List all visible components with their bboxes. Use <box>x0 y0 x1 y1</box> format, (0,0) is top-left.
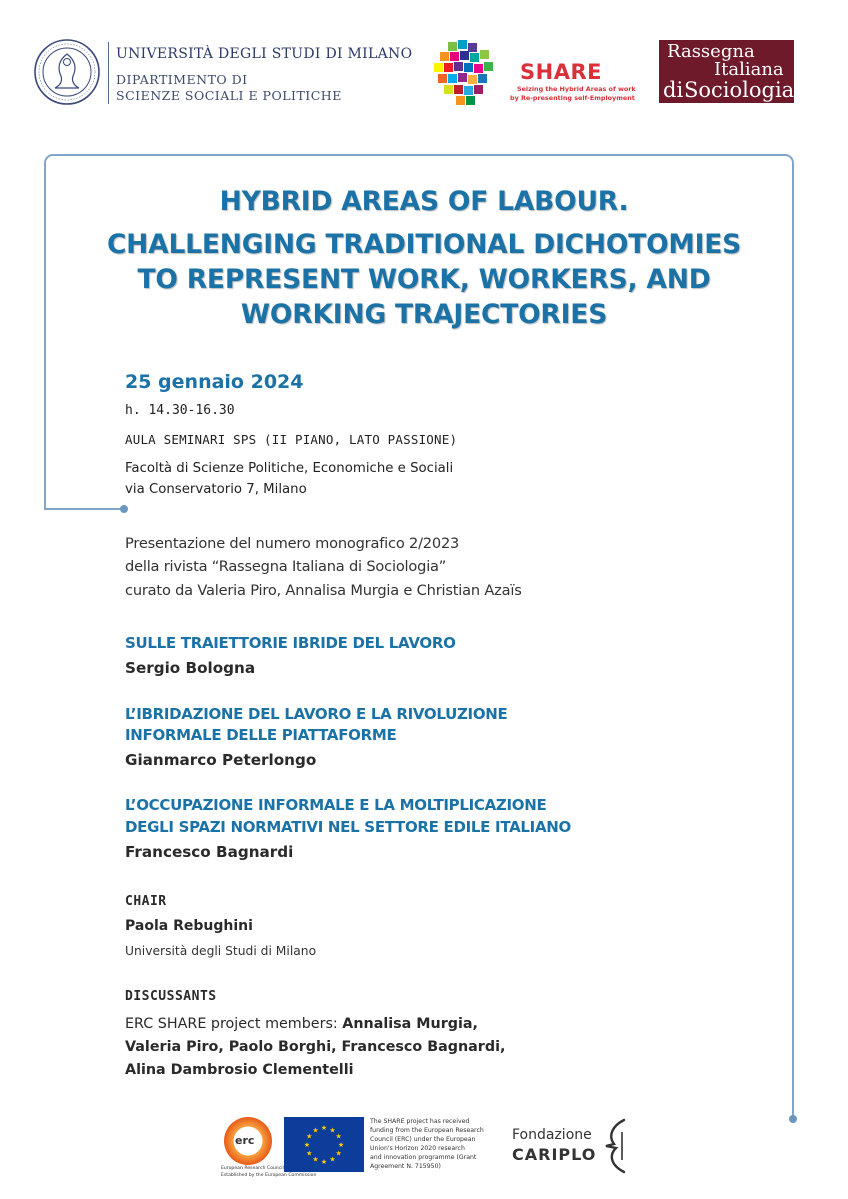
svg-text:★: ★ <box>337 1141 345 1149</box>
journal-logo <box>659 40 794 103</box>
presentation-line-3: curato da Valeria Piro, Annalisa Murgia e Christian Azaïs <box>125 582 522 599</box>
presentation-line-2: della rivista “Rassegna Italiana di Sociologia” <box>125 558 447 575</box>
cariplo-logo-line-1: Fondazione <box>512 1127 592 1143</box>
discussants-label: DISCUSSANTS <box>125 989 217 1004</box>
erc-logo-text: erc <box>235 1134 255 1147</box>
svg-text:★: ★ <box>329 1155 336 1164</box>
share-logo-text: SHARE <box>520 60 602 84</box>
erc-caption-1: European Research Council <box>221 1166 284 1171</box>
talk-2-title-line-1: L’IBRIDAZIONE DEL LAVORO E LA RIVOLUZIONE <box>125 705 508 723</box>
department-line-1: DIPARTIMENTO DI <box>116 72 248 87</box>
svg-text:★: ★ <box>320 1158 328 1166</box>
svg-text:★: ★ <box>312 1126 319 1135</box>
journal-logo-line-2: Italiana <box>714 59 784 80</box>
discussants-line-2 <box>125 1039 505 1055</box>
discussants-line-1 <box>125 1016 478 1032</box>
grant-line-4: Union's Horizon 2020 research <box>370 1145 465 1152</box>
department-line-2: SCIENZE SOCIALI E POLITICHE <box>116 88 342 103</box>
talk-2-speaker: Gianmarco Peterlongo <box>125 751 317 769</box>
discussants-names-1: Annalisa Murgia, <box>342 1016 478 1032</box>
frame-dot-left <box>120 505 128 513</box>
svg-text:★: ★ <box>335 1149 342 1158</box>
share-tagline-1: Seizing the Hybrid Areas of work <box>517 85 636 93</box>
talk-1-title: SULLE TRAIETTORIE IBRIDE DEL LAVORO <box>125 634 456 652</box>
share-tagline-2: by Re-presenting self-Employment <box>510 94 635 102</box>
frame-dot-right <box>789 1115 797 1123</box>
journal-logo-di: di <box>663 78 684 102</box>
event-date: 25 gennaio 2024 <box>125 371 304 393</box>
university-name: UNIVERSITÀ DEGLI STUDI DI MILANO <box>116 46 413 62</box>
talk-3-title-line-2: DEGLI SPAZI NORMATIVI NEL SETTORE EDILE ITALIANO <box>125 818 571 836</box>
cariplo-mark-icon <box>602 1118 632 1174</box>
event-room: AULA SEMINARI SPS (II PIANO, LATO PASSIONE) <box>125 432 458 447</box>
discussants-names-3: Alina Dambrosio Clementelli <box>125 1062 354 1078</box>
discussants-names-2: Valeria Piro, Paolo Borghi, Francesco Bagnardi, <box>125 1039 506 1055</box>
talk-2-title-line-2: INFORMALE DELLE PIATTAFORME <box>125 726 397 744</box>
talk-3-speaker: Francesco Bagnardi <box>125 843 294 861</box>
grant-line-3: Council (ERC) under the European <box>370 1136 476 1143</box>
svg-text:★: ★ <box>306 1132 313 1141</box>
journal-logo-line-3: Sociologia <box>684 78 795 102</box>
presentation-line-1: Presentazione del numero monografico 2/2023 <box>125 535 460 552</box>
chair-name: Paola Rebughini <box>125 918 253 934</box>
svg-text:★: ★ <box>303 1141 311 1149</box>
title-line-3: TO REPRESENT WORK, WORKERS, AND <box>137 264 711 295</box>
share-mosaic-logo <box>426 38 504 108</box>
grant-line-1: The SHARE project has received <box>370 1118 470 1125</box>
journal-logo-line-1: Rassegna <box>667 41 755 62</box>
talk-3-title-line-1: L’OCCUPAZIONE INFORMALE E LA MOLTIPLICAZIONE <box>125 796 547 814</box>
title-line-2: CHALLENGING TRADITIONAL DICHOTOMIES <box>106 229 742 260</box>
event-faculty: Facoltà di Scienze Politiche, Economiche e Sociali <box>125 461 454 476</box>
svg-text:★: ★ <box>320 1124 328 1132</box>
svg-text:★: ★ <box>329 1126 336 1135</box>
svg-text:★: ★ <box>312 1155 319 1164</box>
grant-line-5: and innovation programme (Grant <box>370 1154 477 1161</box>
title-line-1: HYBRID AREAS OF LABOUR. <box>219 186 629 217</box>
event-address: via Conservatorio 7, Milano <box>125 482 307 497</box>
cariplo-logo-line-2: CARIPLO <box>512 1145 597 1164</box>
discussants-line-3 <box>125 1062 354 1078</box>
grant-line-6: Agreement N. 715950) <box>370 1163 441 1170</box>
university-seal-logo <box>33 38 101 106</box>
title-line-4: WORKING TRAJECTORIES <box>240 299 608 330</box>
svg-text:★: ★ <box>335 1132 342 1141</box>
svg-text:★: ★ <box>306 1149 313 1158</box>
erc-caption-2: Established by the European Commission <box>221 1173 317 1178</box>
frame-bottom-line <box>44 508 122 510</box>
frame-right-line <box>792 505 794 1117</box>
header-divider <box>108 42 109 104</box>
eu-flag-icon <box>284 1117 364 1172</box>
chair-label: CHAIR <box>125 894 167 909</box>
discussants-intro: ERC SHARE project members: <box>125 1016 343 1032</box>
event-time: h. 14.30-16.30 <box>125 403 235 418</box>
talk-1-speaker: Sergio Bologna <box>125 659 256 677</box>
chair-affiliation: Università degli Studi di Milano <box>125 944 317 958</box>
grant-line-2: funding from the European Research <box>370 1127 484 1134</box>
